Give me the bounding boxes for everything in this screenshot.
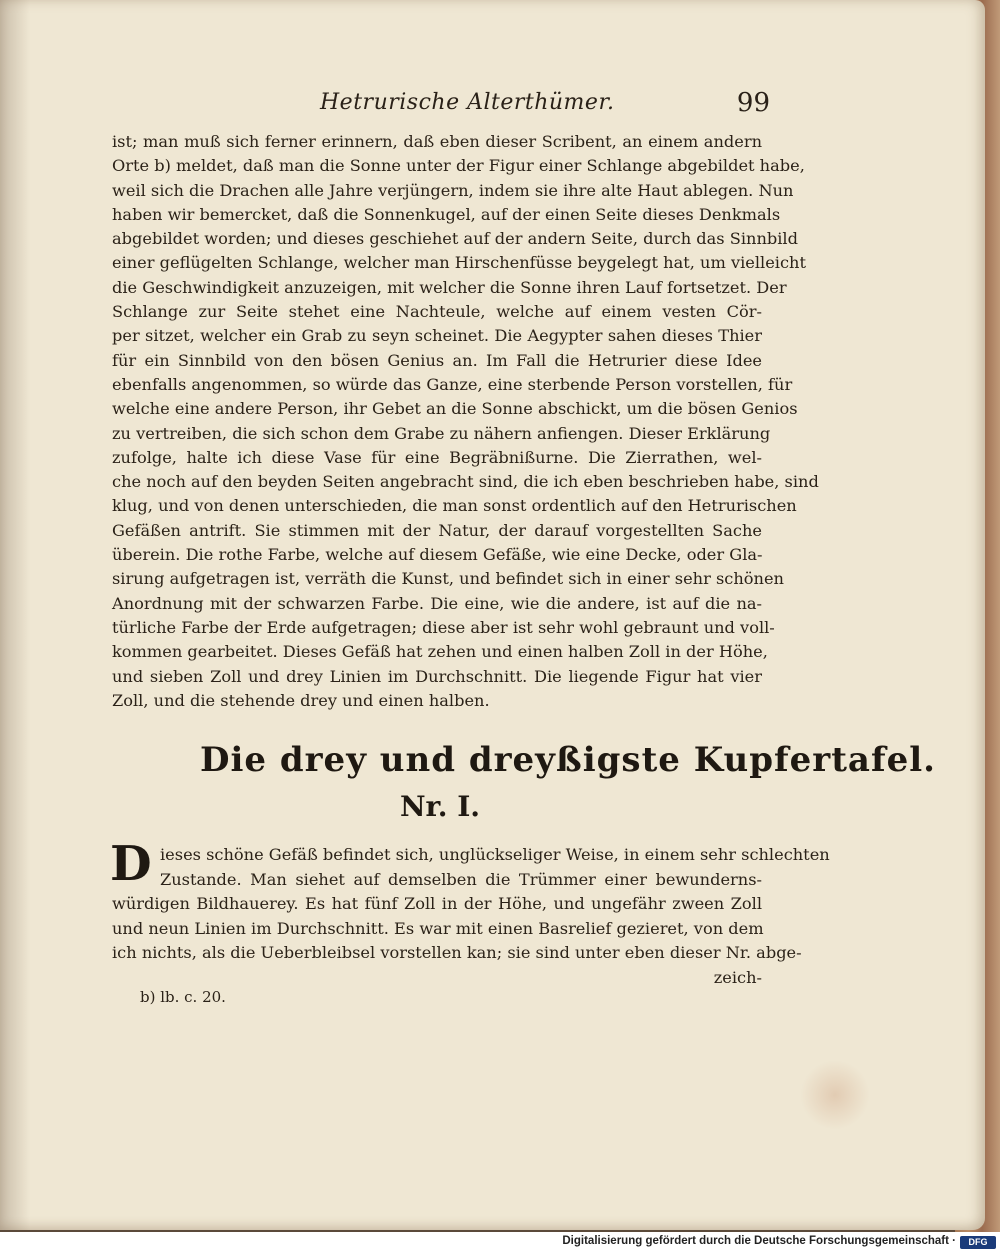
text-line: welche eine andere Person, ihr Gebet an die Sonne abschickt, um die bösen Genios — [112, 399, 798, 419]
text-line: ieses schöne Gefäß befindet sich, unglückseliger Weise, in einem sehr schlechten — [160, 845, 830, 864]
text-line: kommen gearbeitet. Dieses Gefäß hat zehen und einen halben Zoll in der Höhe, — [112, 642, 768, 662]
text-line: ebenfalls angenommen, so würde das Ganze, eine sterbende Person vorstellen, für — [112, 374, 793, 394]
page-header — [110, 88, 770, 122]
text-line: Zustande. Man siehet auf demselben die Trümmer einer bewunderns- — [160, 869, 762, 889]
text-line: für ein Sinnbild von den bösen Genius an. Im Fall die Hetrurier diese Idee — [112, 350, 762, 370]
text-line: zufolge, halte ich diese Vase für eine Begräbnißurne. Die Zierrathen, wel- — [112, 447, 762, 467]
text-line: abgebildet worden; und dieses geschiehet auf der andern Seite, durch das Sinnbild — [112, 229, 798, 249]
text-line: einer geflügelten Schlange, welcher man Hirschenfüsse beygelegt hat, um vielleicht — [112, 253, 806, 273]
plate-heading: Die drey und dreyßigste Kupfertafel. — [200, 740, 936, 780]
page-number: 99 — [736, 88, 770, 118]
text-line: sirung aufgetragen ist, verräth die Kunst, und befindet sich in einer sehr schönen — [112, 569, 784, 589]
text-line: Gefäßen antrift. Sie stimmen mit der Natur, der darauf vorgestellten Sache — [112, 520, 762, 540]
text-line: klug, und von denen unterschieden, die man sonst ordentlich auf den Hetrurischen — [112, 496, 797, 516]
text-line: che noch auf den beyden Seiten angebracht sind, die ich eben beschrieben habe, sind — [112, 472, 819, 492]
text-line: überein. Die rothe Farbe, welche auf diesem Gefäße, wie eine Decke, oder Gla- — [112, 545, 763, 565]
text-line: Zoll, und die stehende drey und einen halben. — [112, 690, 490, 710]
body-text — [112, 130, 819, 713]
footnote: b) lb. c. 20. — [140, 988, 226, 1006]
text-line: und sieben Zoll und drey Linien im Durchschnitt. Die liegende Figur hat vier — [112, 666, 762, 686]
dfg-logo-icon: DFG — [960, 1236, 996, 1249]
text-line: und neun Linien im Durchschnitt. Es war mit einen Basrelief gezieret, von dem — [112, 918, 764, 938]
text-line: ist; man muß sich ferner erinnern, daß eben dieser Scribent, an einem andern — [112, 132, 762, 151]
drop-capital: D — [110, 836, 152, 892]
section-text — [112, 843, 830, 990]
text-line: Orte b) meldet, daß man die Sonne unter der Figur einer Schlange abgebildet habe, — [112, 156, 805, 176]
running-head: Hetrurische Alterthümer. — [320, 90, 615, 115]
text-line: Anordnung mit der schwarzen Farbe. Die eine, wie die andere, ist auf die na- — [112, 593, 762, 613]
text-line: würdigen Bildhauerey. Es hat fünf Zoll in der Höhe, und ungefähr zween Zoll — [112, 894, 762, 913]
text-line: ich nichts, als die Ueberbleibsel vorstellen kan; sie sind unter eben dieser Nr. abge- — [112, 943, 802, 962]
number-heading: Nr. I. — [399, 790, 481, 823]
text-line: Schlange zur Seite stehet eine Nachteule, welche auf einem vesten Cör- — [112, 302, 762, 322]
text-line: per sitzet, welcher ein Grab zu seyn scheinet. Die Aegypter sahen dieses Thier — [112, 326, 762, 346]
catchword: zeich- — [713, 967, 762, 987]
text-line: haben wir bemercket, daß die Sonnenkugel, auf der einen Seite dieses Denkmals — [112, 204, 781, 224]
text-line: türliche Farbe der Erde aufgetragen; diese aber ist sehr wohl gebraunt und voll- — [112, 617, 775, 637]
digitization-footer — [0, 1232, 1000, 1253]
text-line: zu vertreiben, die sich schon dem Grabe zu nähern anfiengen. Dieser Erklärung — [112, 423, 771, 443]
footer-credit: Digitalisierung gefördert durch die Deutsche Forschungsgemeinschaft · — [562, 1235, 956, 1247]
text-line: die Geschwindigkeit anzuzeigen, mit welcher die Sonne ihren Lauf fortsetzet. Der — [112, 277, 787, 297]
text-line: weil sich die Drachen alle Jahre verjüngern, indem sie ihre alte Haut ablegen. Nun — [112, 180, 794, 200]
paper-stain — [800, 1060, 870, 1130]
